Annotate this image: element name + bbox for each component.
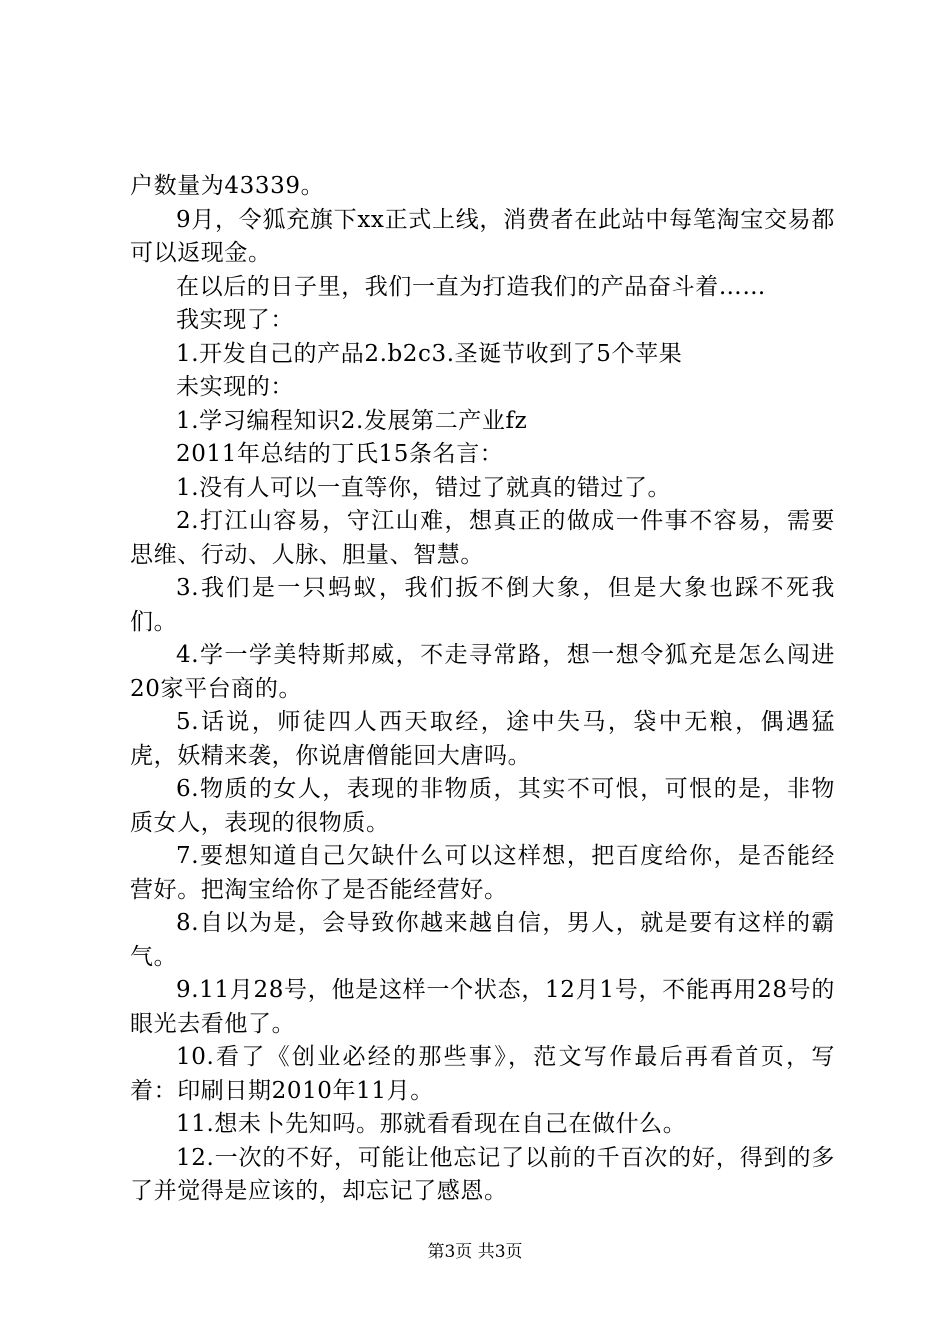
quote-9: 9.11月28号，他是这样一个状态，12月1号，不能再用28号的眼光去看他了。 (130, 977, 835, 1037)
quote-4: 4.学一学美特斯邦威，不走寻常路，想一想令狐充是怎么闯进20家平台商的。 (130, 642, 835, 702)
paragraph-4: 我实现了： (176, 307, 294, 333)
page-footer (0, 1240, 950, 1264)
document-body (130, 170, 835, 1209)
quote-7: 7.要想知道自己欠缺什么可以这样想，把百度给你，是否能经营好。把淘宝给你了是否能经营好。 (130, 843, 835, 903)
quote-10: 10.看了《创业必经的那些事》，范文写作最后再看首页，写着：印刷日期2010年11月。 (130, 1044, 835, 1104)
paragraph-3: 在以后的日子里，我们一直为打造我们的产品奋斗着…… (176, 273, 766, 300)
quote-11: 11.想未卜先知吗。那就看看现在自己在做什么。 (176, 1111, 687, 1137)
paragraph-8: 2011年总结的丁氏15条名言： (176, 441, 504, 467)
paragraph-7: 1.学习编程知识2.发展第二产业fz (176, 407, 528, 434)
quote-6: 6.物质的女人，表现的非物质，其实不可恨，可恨的是，非物质女人，表现的很物质。 (130, 776, 835, 836)
paragraph-5: 1.开发自己的产品2.b2c3.圣诞节收到了5个苹果 (176, 340, 683, 367)
quote-2: 2.打江山容易，守江山难，想真正的做成一件事不容易，需要思维、行动、人脉、胆量、智慧。 (130, 508, 835, 568)
page-number-label: 第3页 共3页 (427, 1242, 523, 1262)
paragraph-2: 9月，令狐充旗下xx正式上线，消费者在此站中每笔淘宝交易都可以返现金。 (130, 206, 835, 266)
paragraph-6: 未实现的： (176, 374, 294, 400)
quote-8: 8.自以为是，会导致你越来越自信，男人，就是要有这样的霸气。 (130, 910, 835, 970)
quote-1: 1.没有人可以一直等你，错过了就真的错过了。 (176, 474, 672, 501)
paragraph-1: 户数量为43339。 (130, 173, 325, 199)
quote-12: 12.一次的不好，可能让他忘记了以前的千百次的好，得到的多了并觉得是应该的，却忘记了感恩。 (130, 1144, 835, 1204)
quote-5: 5.话说，师徒四人西天取经，途中失马，袋中无粮，偶遇猛虎，妖精来袭，你说唐僧能回大唐吗。 (130, 709, 835, 769)
quote-3: 3.我们是一只蚂蚁，我们扳不倒大象，但是大象也踩不死我们。 (130, 575, 835, 635)
